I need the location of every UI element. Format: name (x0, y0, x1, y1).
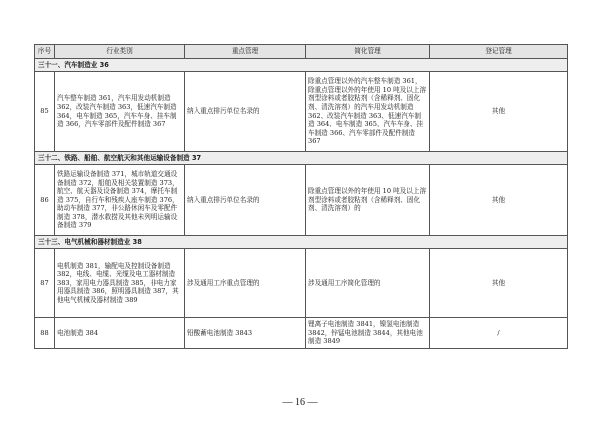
row-industry-category: 铁路运输设备制造 371，城市轨道交通设备制造 372，船舶及相关装置制造 373，航空、航天器及设备制造 374，摩托车制造 375，自行车和残疾人座车制造 376，助动车制造 377，非公路休闲车及零配件制造 378，潜水救捞及其他未列明运输设备制造 379 (55, 165, 185, 236)
header-serial: 序号 (35, 45, 55, 59)
row-number: 86 (35, 165, 55, 236)
table-header-row (35, 45, 568, 59)
table-row (35, 318, 568, 349)
row-number: 85 (35, 72, 55, 152)
row-industry-category: 汽车整车制造 361，汽车用发动机制造 362，改装汽车制造 363，低速汽车制造 364，电车制造 365，汽车车身、挂车制造 366，汽车零部件及配件制造 367 (55, 72, 185, 152)
row-registration-management: 其他 (430, 249, 568, 318)
row-key-management: 纳入重点排污单位名录的 (185, 72, 306, 152)
section-row (35, 236, 568, 249)
header-key-management: 重点管理 (185, 45, 306, 59)
row-registration-management: 其他 (430, 72, 568, 152)
page-number: — 16 — (282, 397, 318, 408)
row-key-management: 铅酸蓄电池制造 3843 (185, 318, 306, 349)
section-title: 三十二、铁路、船舶、航空航天和其他运输设备制造 37 (35, 152, 568, 165)
table-row (35, 249, 568, 318)
header-simplified-management: 简化管理 (306, 45, 430, 59)
section-title: 三十一、汽车制造业 36 (35, 59, 568, 72)
row-industry-category: 电池制造 384 (55, 318, 185, 349)
table-row (35, 72, 568, 152)
section-row (35, 152, 568, 165)
row-simplified-management: 除重点管理以外的年使用 10 吨及以上溶剂型涂料或者胶粘剂（含稀释剂、固化剂、清洗溶剂）的 (306, 165, 430, 236)
row-industry-category: 电机制造 381，输配电及控制设备制造 382，电线、电缆、光缆及电工器材制造 383，家用电力器具制造 385，非电力家用器具制造 386，照明器具制造 387，其他电气机械及器材制造 389 (55, 249, 185, 318)
row-number: 87 (35, 249, 55, 318)
row-registration-management: / (430, 318, 568, 349)
row-simplified-management: 锂离子电池制造 3841，镍氢电池制造 3842，锌锰电池制造 3844，其他电池制造 3849 (306, 318, 430, 349)
row-simplified-management: 除重点管理以外的汽车整车制造 361，除重点管理以外的年使用 10 吨及以上溶剂型涂料或者胶粘剂（含稀释剂、固化剂、清洗溶剂）的汽车用发动机制造 362、改装汽车制造 363、低速汽车制造 364、电车制造 365、汽车车身、挂车制造 366、汽车零部件及配件制造 367 (306, 72, 430, 152)
row-key-management: 涉及通用工序重点管理的 (185, 249, 306, 318)
permit-classification-table (34, 44, 568, 349)
table-row (35, 165, 568, 236)
row-number: 88 (35, 318, 55, 349)
row-key-management: 纳入重点排污单位名录的 (185, 165, 306, 236)
header-industry-category: 行业类别 (55, 45, 185, 59)
section-row (35, 59, 568, 72)
row-registration-management: 其他 (430, 165, 568, 236)
row-simplified-management: 涉及通用工序简化管理的 (306, 249, 430, 318)
section-title: 三十三、电气机械和器材制造业 38 (35, 236, 568, 249)
header-registration-management: 登记管理 (430, 45, 568, 59)
